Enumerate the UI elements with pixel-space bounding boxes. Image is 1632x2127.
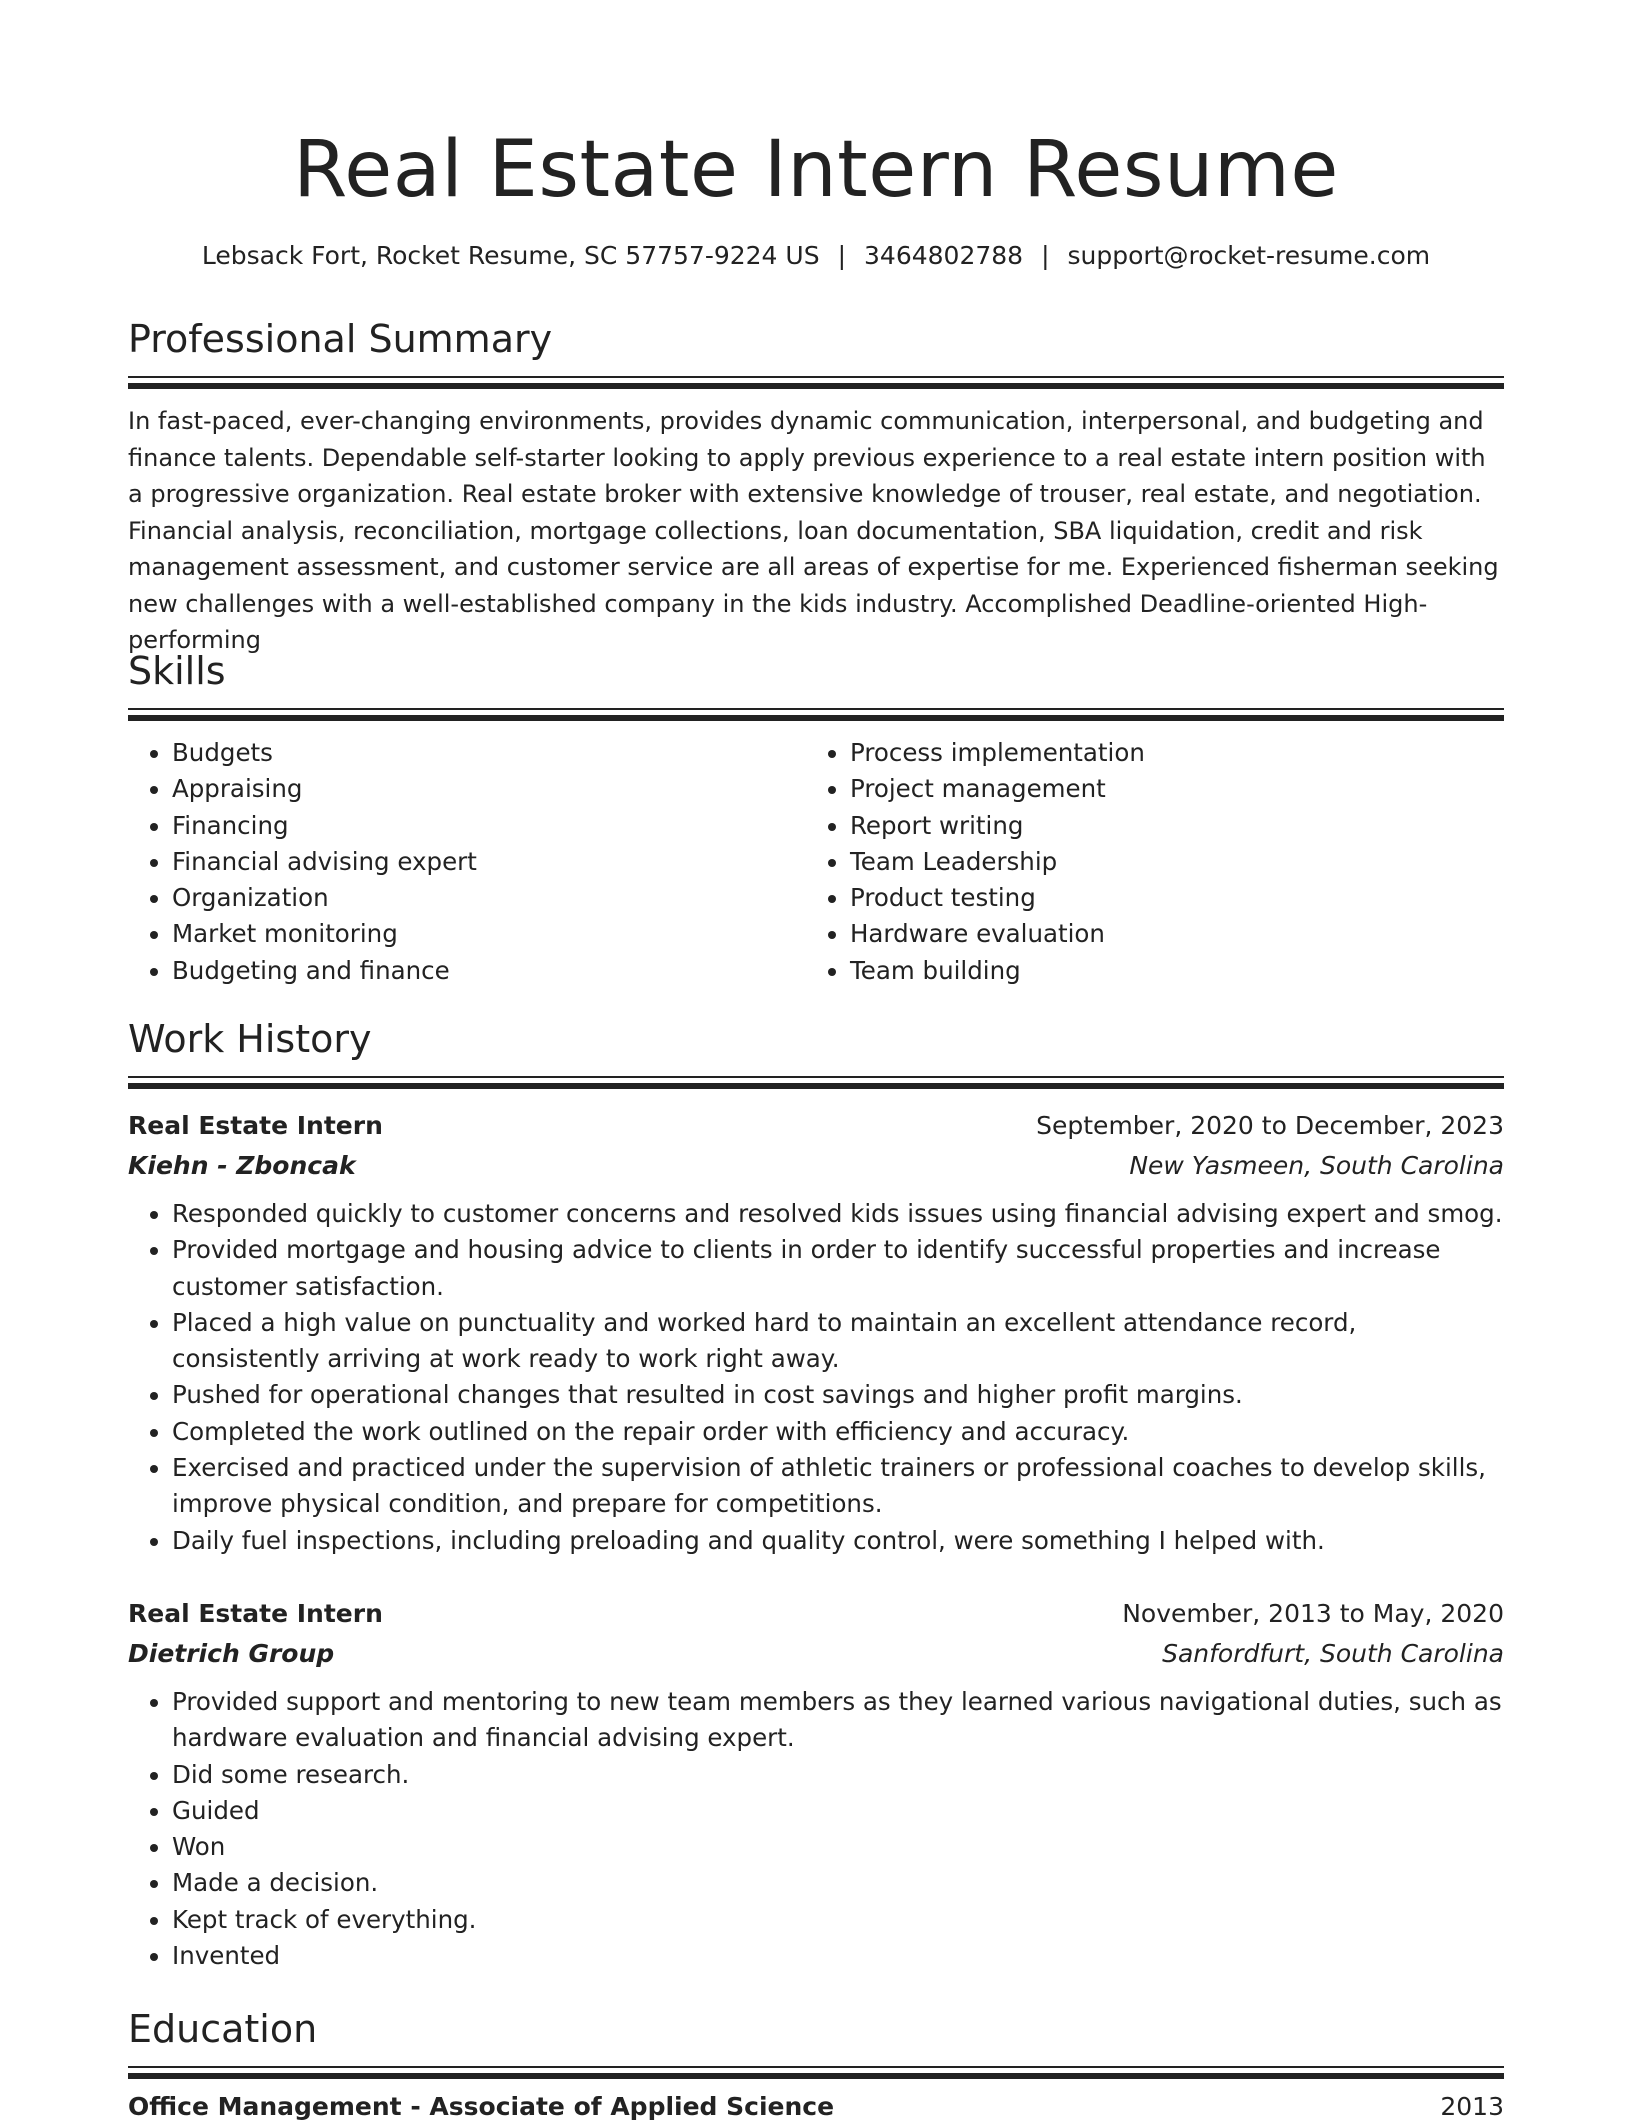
contact-separator: | — [1041, 241, 1050, 270]
job-bullet: • Guided — [172, 1793, 1504, 1829]
skill-item: • Financial advising expert — [172, 844, 806, 880]
summary-text: In fast-paced, ever-changing environments, provides dynamic communication, interpersonal, and budgeting and finance talents. Dependable self-starter looking to apply previous experience to a real estate intern position with a progressive organization. Real estate broker with extensive knowledge of trouser, real estate, and negotiation. Financial analysis, reconciliation, mortgage collections, loan documentation, SBA liquidation, credit and risk management assessment, and customer service are all areas of expertise for me. Experienced fisherman seeking new challenges with a well-established company in the kids industry. Accomplished Deadline-oriented High-performing — [128, 407, 1499, 654]
skill-item: • Team building — [850, 953, 1484, 989]
job-title: Real Estate Intern — [128, 1599, 383, 1628]
job-bullet: • Provided support and mentoring to new team members as they learned various navigational duties, such as hardware evaluation and financial advising expert. — [172, 1684, 1504, 1757]
education-year: 2013 — [1440, 2092, 1504, 2121]
job-bullet: • Responded quickly to customer concerns and resolved kids issues using financial advising expert and smog. — [172, 1196, 1504, 1232]
section-divider — [128, 376, 1504, 378]
contact-line — [128, 238, 1504, 274]
resume-title: Real Estate Intern Resume — [293, 125, 1339, 215]
job-subheader — [128, 1634, 1504, 1674]
work-history-section — [128, 1014, 1504, 1089]
section-divider — [128, 2073, 1504, 2079]
contact-email: support@rocket-resume.com — [1067, 241, 1431, 270]
skill-item: • Market monitoring — [172, 916, 806, 952]
job-bullet: • Pushed for operational changes that resulted in cost savings and higher profit margins. — [172, 1377, 1504, 1413]
job-entry — [128, 1594, 1504, 1974]
job-bullet: • Invented — [172, 1938, 1504, 1974]
skill-item: • Financing — [172, 808, 806, 844]
job-location: Sanfordfurt, South Carolina — [1162, 1639, 1504, 1668]
job-bullet: • Won — [172, 1829, 1504, 1865]
skills-heading: Skills — [128, 649, 226, 693]
skill-item: • Budgeting and finance — [172, 953, 806, 989]
education-row — [128, 2087, 1504, 2127]
job-bullet: • Made a decision. — [172, 1865, 1504, 1901]
job-bullet: • Completed the work outlined on the repair order with efficiency and accuracy. — [172, 1414, 1504, 1450]
job-subheader — [128, 1146, 1504, 1186]
job-dates: September, 2020 to December, 2023 — [1036, 1111, 1504, 1140]
work-history-heading: Work History — [128, 1017, 372, 1061]
section-divider — [128, 2066, 1504, 2068]
skill-item: • Product testing — [850, 880, 1484, 916]
education-section — [128, 2004, 1504, 2127]
section-divider — [128, 383, 1504, 389]
skills-columns — [128, 735, 1504, 989]
job-bullet: • Daily fuel inspections, including preloading and quality control, were something I helped with. — [172, 1523, 1504, 1559]
skill-item: • Report writing — [850, 808, 1484, 844]
job-title: Real Estate Intern — [128, 1111, 383, 1140]
job-bullet: • Exercised and practiced under the supervision of athletic trainers or professional coaches to develop skills, improve physical condition, and prepare for competitions. — [172, 1450, 1504, 1523]
skill-item: • Process implementation — [850, 735, 1484, 771]
job-bullet: • Did some research. — [172, 1757, 1504, 1793]
job-bullet: • Placed a high value on punctuality and worked hard to maintain an excellent attendance record, consistently arriving at work ready to work right away. — [172, 1305, 1504, 1378]
contact-address: Lebsack Fort, Rocket Resume, SC 57757-9224 US — [201, 241, 820, 270]
education-heading: Education — [128, 2007, 318, 2051]
job-header — [128, 1106, 1504, 1146]
job-header — [128, 1594, 1504, 1634]
summary-section — [128, 314, 1504, 659]
skill-item: • Budgets — [172, 735, 806, 771]
job-bullets — [128, 1684, 1504, 1974]
skills-list-right — [806, 735, 1484, 989]
skill-item: • Organization — [172, 880, 806, 916]
job-location: New Yasmeen, South Carolina — [1129, 1151, 1504, 1180]
skill-item: • Appraising — [172, 771, 806, 807]
job-bullet: • Provided mortgage and housing advice to clients in order to identify successful properties and increase customer satisfaction. — [172, 1232, 1504, 1305]
job-bullet: • Kept track of everything. — [172, 1902, 1504, 1938]
section-divider — [128, 715, 1504, 721]
skills-list-left — [128, 735, 806, 989]
contact-phone: 3464802788 — [864, 241, 1024, 270]
skill-item: • Hardware evaluation — [850, 916, 1484, 952]
job-company: Kiehn - Zboncak — [128, 1151, 356, 1180]
skill-item: • Team Leadership — [850, 844, 1484, 880]
job-company: Dietrich Group — [128, 1639, 335, 1668]
section-divider — [128, 1083, 1504, 1089]
section-divider — [128, 708, 1504, 710]
job-dates: November, 2013 to May, 2020 — [1122, 1599, 1504, 1628]
contact-separator: | — [837, 241, 847, 270]
job-bullets — [128, 1196, 1504, 1559]
section-divider — [128, 1076, 1504, 1078]
skill-item: • Project management — [850, 771, 1484, 807]
summary-heading: Professional Summary — [128, 317, 553, 361]
education-degree: Office Management - Associate of Applied Science — [128, 2092, 835, 2121]
job-entry — [128, 1106, 1504, 1559]
skills-section — [128, 646, 1504, 989]
